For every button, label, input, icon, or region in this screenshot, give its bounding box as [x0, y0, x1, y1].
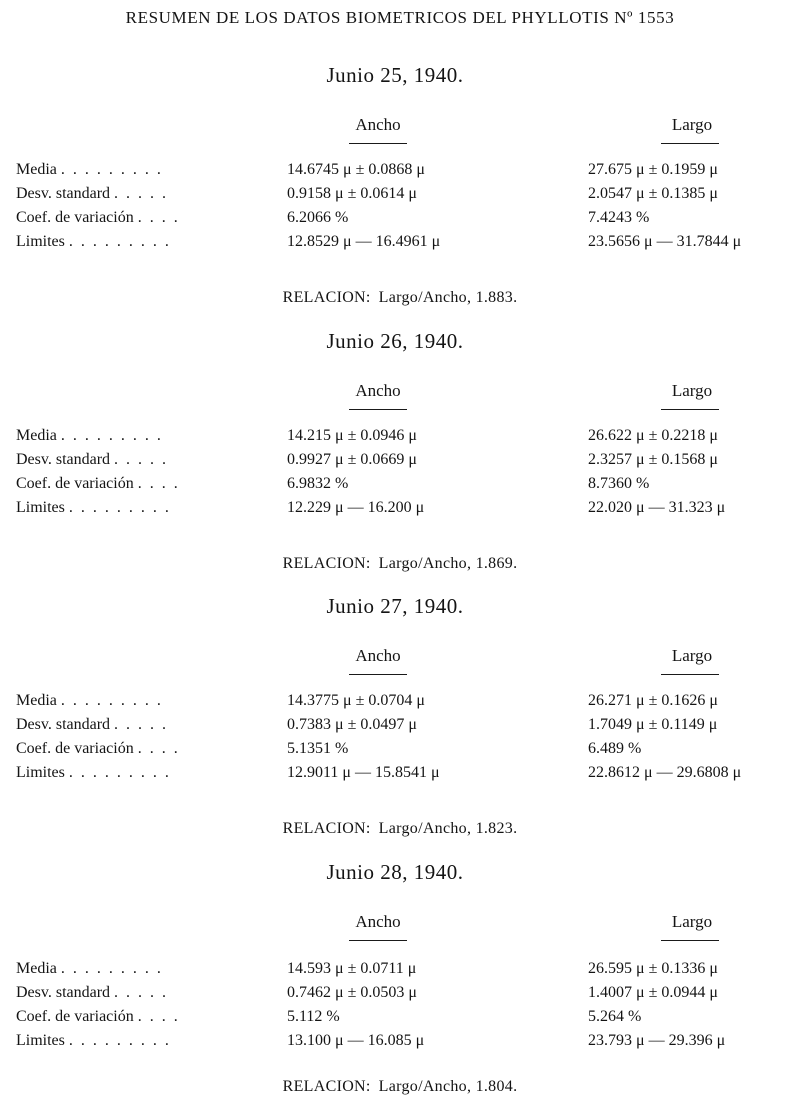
- header-rule: [661, 674, 719, 675]
- row-desv: [0, 716, 800, 740]
- row-media: [0, 161, 800, 185]
- value-ancho: 0.7383 μ ± 0.0497 μ: [287, 716, 417, 733]
- row-desv: [0, 984, 800, 1008]
- header-rule: [349, 674, 407, 675]
- value-ancho: 14.215 μ ± 0.0946 μ: [287, 427, 417, 444]
- row-desv: [0, 185, 800, 209]
- row-label: Coef. de variación . . . .: [16, 1008, 180, 1025]
- value-ancho: 12.9011 μ — 15.8541 μ: [287, 764, 440, 781]
- row-label: Desv. standard . . . . .: [16, 185, 169, 202]
- value-largo: 2.0547 μ ± 0.1385 μ: [588, 185, 718, 202]
- row-label: Desv. standard . . . . .: [16, 716, 169, 733]
- value-largo: 2.3257 μ ± 0.1568 μ: [588, 451, 718, 468]
- header-rule: [661, 409, 719, 410]
- value-largo: 1.4007 μ ± 0.0944 μ: [588, 984, 718, 1001]
- column-header-ancho: Ancho: [355, 115, 401, 134]
- row-label: Media . . . . . . . . .: [16, 692, 163, 709]
- row-limites: [0, 499, 800, 523]
- relacion-line: [0, 820, 800, 838]
- section-date: Junio 27, 1940.: [326, 594, 464, 618]
- row-label: Desv. standard . . . . .: [16, 984, 169, 1001]
- value-largo: 5.264 %: [588, 1008, 642, 1025]
- value-ancho: 0.9158 μ ± 0.0614 μ: [287, 185, 417, 202]
- value-ancho: 14.593 μ ± 0.0711 μ: [287, 960, 417, 977]
- relacion-line: [0, 555, 800, 573]
- column-header-largo: Largo: [671, 646, 713, 665]
- section-date: Junio 26, 1940.: [326, 329, 464, 353]
- relacion-label: RELACION:: [282, 555, 371, 572]
- row-label: Media . . . . . . . . .: [16, 960, 163, 977]
- section-date: Junio 28, 1940.: [326, 860, 464, 884]
- row-label: Desv. standard . . . . .: [16, 451, 169, 468]
- header-rule: [349, 143, 407, 144]
- section-junio-27: [0, 594, 800, 854]
- section-junio-25: [0, 63, 800, 323]
- value-ancho: 14.6745 μ ± 0.0868 μ: [287, 161, 425, 178]
- value-largo: 26.622 μ ± 0.2218 μ: [588, 427, 718, 444]
- row-label: Coef. de variación . . . .: [16, 209, 180, 226]
- value-largo: 26.595 μ ± 0.1336 μ: [588, 960, 718, 977]
- row-limites: [0, 233, 800, 257]
- relacion-value: Largo/Ancho, 1.823.: [378, 820, 518, 837]
- row-label: Coef. de variación . . . .: [16, 475, 180, 492]
- value-ancho: 6.2066 %: [287, 209, 349, 226]
- value-largo: 7.4243 %: [588, 209, 650, 226]
- relacion-label: RELACION:: [282, 289, 371, 306]
- column-header-ancho: Ancho: [355, 381, 401, 400]
- value-ancho: 12.8529 μ — 16.4961 μ: [287, 233, 441, 250]
- value-largo: 27.675 μ ± 0.1959 μ: [588, 161, 718, 178]
- row-coef: [0, 1008, 800, 1032]
- column-header-largo: Largo: [671, 115, 713, 134]
- row-label: Limites . . . . . . . . .: [16, 499, 171, 516]
- value-ancho: 12.229 μ — 16.200 μ: [287, 499, 425, 516]
- row-label: Coef. de variación . . . .: [16, 740, 180, 757]
- column-header-ancho: Ancho: [355, 646, 401, 665]
- column-header-largo: Largo: [671, 381, 713, 400]
- row-label: Limites . . . . . . . . .: [16, 764, 171, 781]
- section-date: Junio 25, 1940.: [326, 63, 464, 87]
- value-largo: 23.5656 μ — 31.7844 μ: [588, 233, 742, 250]
- row-label: Media . . . . . . . . .: [16, 161, 163, 178]
- value-largo: 1.7049 μ ± 0.1149 μ: [588, 716, 718, 733]
- value-largo: 26.271 μ ± 0.1626 μ: [588, 692, 718, 709]
- row-label: Limites . . . . . . . . .: [16, 1032, 171, 1049]
- value-ancho: 14.3775 μ ± 0.0704 μ: [287, 692, 425, 709]
- row-limites: [0, 1032, 800, 1056]
- relacion-line: [0, 289, 800, 307]
- row-coef: [0, 209, 800, 233]
- row-media: [0, 692, 800, 716]
- relacion-value: Largo/Ancho, 1.869.: [378, 555, 518, 572]
- relacion-line: [0, 1078, 800, 1096]
- header-rule: [661, 143, 719, 144]
- relacion-value: Largo/Ancho, 1.804.: [378, 1078, 518, 1095]
- row-coef: [0, 740, 800, 764]
- section-junio-28: [0, 860, 800, 1120]
- section-junio-26: [0, 329, 800, 589]
- row-coef: [0, 475, 800, 499]
- row-media: [0, 960, 800, 984]
- value-ancho: 0.7462 μ ± 0.0503 μ: [287, 984, 417, 1001]
- value-ancho: 6.9832 %: [287, 475, 349, 492]
- value-ancho: 0.9927 μ ± 0.0669 μ: [287, 451, 417, 468]
- row-label: Limites . . . . . . . . .: [16, 233, 171, 250]
- row-media: [0, 427, 800, 451]
- value-largo: 22.8612 μ — 29.6808 μ: [588, 764, 742, 781]
- header-rule: [661, 940, 719, 941]
- value-ancho: 13.100 μ — 16.085 μ: [287, 1032, 425, 1049]
- row-label: Media . . . . . . . . .: [16, 427, 163, 444]
- row-desv: [0, 451, 800, 475]
- header-rule: [349, 940, 407, 941]
- document-title: RESUMEN DE LOS DATOS BIOMETRICOS DEL PHYLLOTIS Nº 1553: [125, 8, 675, 27]
- relacion-label: RELACION:: [282, 820, 371, 837]
- value-largo: 6.489 %: [588, 740, 642, 757]
- row-limites: [0, 764, 800, 788]
- value-largo: 23.793 μ — 29.396 μ: [588, 1032, 726, 1049]
- column-header-ancho: Ancho: [355, 912, 401, 931]
- column-header-largo: Largo: [671, 912, 713, 931]
- relacion-value: Largo/Ancho, 1.883.: [378, 289, 518, 306]
- value-largo: 22.020 μ — 31.323 μ: [588, 499, 726, 516]
- relacion-label: RELACION:: [282, 1078, 371, 1095]
- value-largo: 8.7360 %: [588, 475, 650, 492]
- value-ancho: 5.1351 %: [287, 740, 349, 757]
- value-ancho: 5.112 %: [287, 1008, 340, 1025]
- header-rule: [349, 409, 407, 410]
